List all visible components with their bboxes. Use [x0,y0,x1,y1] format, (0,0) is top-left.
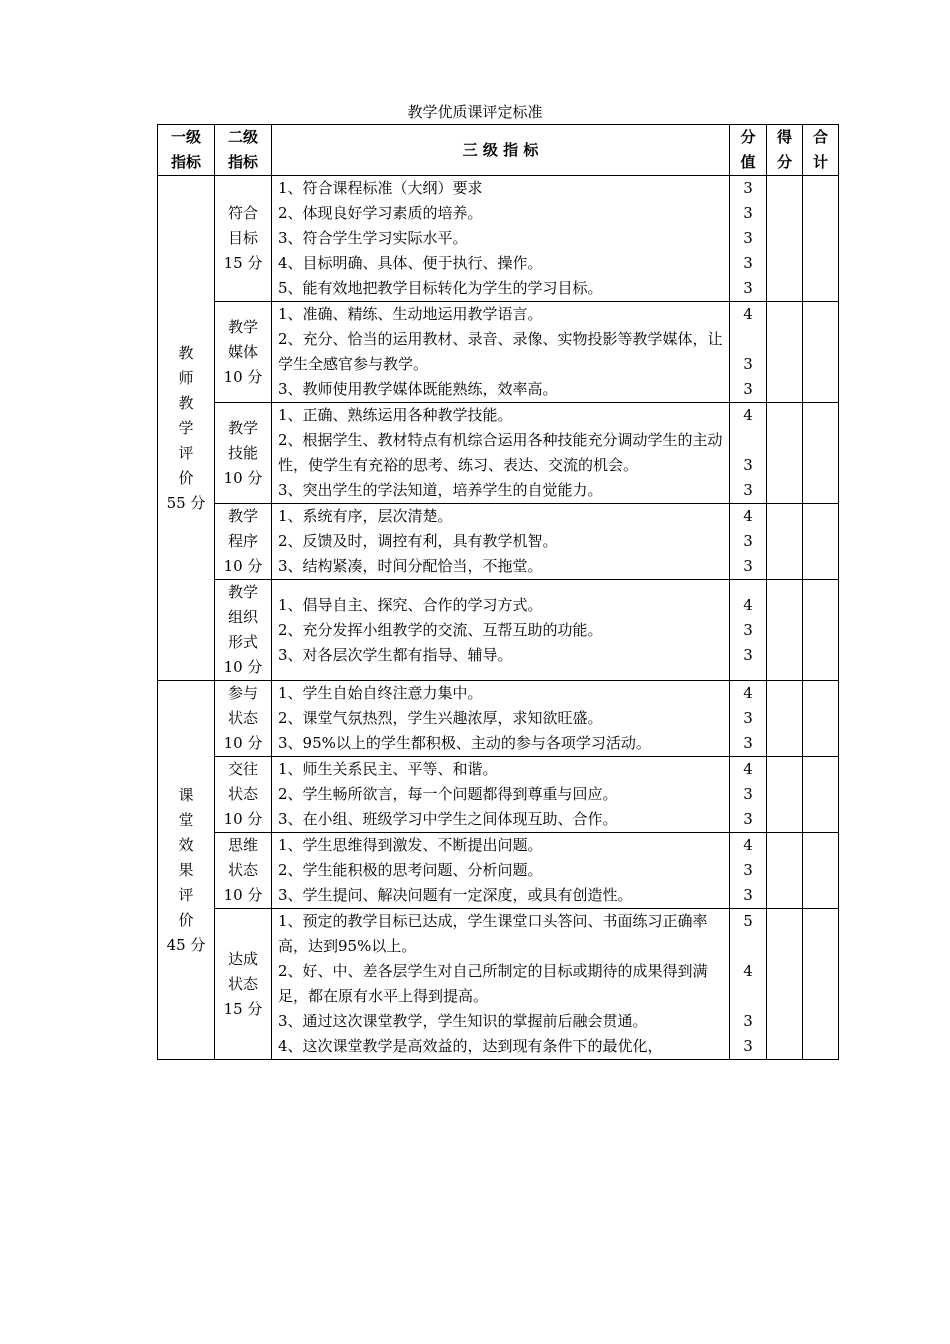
header-level2 [215,125,272,176]
level2-indicator-line: 程序 [227,532,258,550]
level2-indicator-line: 15 分 [223,999,263,1018]
criterion-text: 2、反馈及时，调控有利，具有教学机智。 [278,532,558,550]
criterion-text: 1、学生自始自终注意力集中。 [278,684,483,702]
header-level1-line: 指标 [170,153,201,171]
level2-indicator-line: 10 分 [223,468,263,487]
criterion-text: 1、预定的教学目标已达成，学生课堂口头答问、书面练习正确率高，达到95%以上。 [278,912,708,955]
level2-indicator-line: 教学 [227,583,258,601]
level2-indicator-line: 10 分 [223,367,263,386]
level2-indicator [215,909,272,1060]
score-got-cell[interactable] [767,757,803,833]
criterion-points: 4 [743,760,753,778]
criterion-text: 2、体现良好学习素质的培养。 [278,204,483,222]
criterion-points: 3 [743,709,753,727]
level2-indicator [215,833,272,909]
level1-indicator-char: 45 分 [166,935,206,954]
points-list [730,909,767,1060]
header-level1 [158,125,215,176]
criterion-points: 3 [743,861,753,879]
level2-indicator [215,681,272,757]
criteria-list [272,757,730,833]
level2-indicator-line: 组织 [227,608,258,626]
level2-indicator [215,403,272,504]
level2-indicator [215,302,272,403]
header-level2-line: 指标 [227,153,258,171]
level2-indicator-line: 状态 [227,709,258,727]
points-list [730,580,767,681]
level2-indicator-line: 15 分 [223,254,263,272]
points-spacer [730,934,766,959]
level2-indicator-line: 参与 [227,684,258,702]
level1-indicator-char: 教 [178,343,194,362]
level1-indicator-char: 教 [178,393,194,412]
level1-indicator-char: 55 分 [166,493,206,512]
level1-indicator-char: 价 [178,910,194,929]
level1-indicator-char: 师 [178,368,194,387]
criterion-points: 3 [743,355,753,373]
level2-indicator-line: 达成 [227,949,258,968]
criterion-text: 1、符合课程标准（大纲）要求 [278,179,483,197]
criteria-list [272,580,730,681]
total-cell[interactable] [803,681,839,757]
criterion-points: 3 [743,380,753,398]
table-row [158,757,839,833]
table-row [158,504,839,580]
level2-indicator-line: 目标 [227,229,258,247]
total-cell[interactable] [803,302,839,403]
criterion-points: 3 [743,229,753,247]
criterion-points: 4 [743,406,753,424]
header-score-value-line: 值 [740,153,756,171]
score-got-cell[interactable] [767,302,803,403]
criteria-list [272,909,730,1060]
level1-indicator-char: 效 [178,835,194,854]
score-got-cell[interactable] [767,403,803,504]
criterion-points: 3 [743,810,753,828]
criterion-points: 3 [743,279,753,297]
criterion-text: 2、学生能积极的思考问题、分析问题。 [278,861,543,879]
score-got-cell[interactable] [767,176,803,302]
points-list [730,681,767,757]
criterion-text: 2、好、中、差各层学生对自己所制定的目标或期待的成果得到满足，都在原有水平上得到提高。 [278,962,708,1005]
level2-indicator-line: 10 分 [223,557,263,575]
criteria-list [272,833,730,909]
points-list [730,833,767,909]
level2-indicator [215,176,272,302]
document-title: 教学优质课评定标准 [407,103,543,121]
criterion-points: 4 [743,305,753,323]
level2-indicator-line: 技能 [227,443,258,462]
header-score-value [730,125,767,176]
level2-indicator-line: 状态 [227,974,258,993]
criterion-points: 3 [743,886,753,904]
level1-indicator-char: 评 [178,885,194,904]
level1-indicator-char: 果 [178,860,194,879]
criteria-list [272,176,730,302]
header-level1-line: 一级 [170,128,201,146]
level2-indicator-line: 10 分 [223,658,263,676]
points-list [730,403,767,504]
level2-indicator-line: 符合 [227,204,258,222]
criterion-points: 3 [743,204,753,222]
criterion-points: 3 [743,481,753,499]
total-cell[interactable] [803,757,839,833]
level2-indicator-line: 教学 [227,507,258,525]
header-score-got-line: 分 [776,153,792,171]
table-row [158,302,839,403]
criterion-text: 2、根据学生、教材特点有机综合运用各种技能充分调动学生的主动性，使学生有充裕的思考、练习、表达、交流的机会。 [278,431,723,474]
criterion-points: 4 [743,595,753,614]
total-cell[interactable] [803,504,839,580]
header-total [803,125,839,176]
criterion-text: 3、95%以上的学生都积极、主动的参与各项学习活动。 [278,734,651,752]
criterion-points: 3 [743,179,753,197]
header-level3: 三 级 指 标 [272,125,730,176]
criteria-list [272,504,730,580]
criterion-text: 1、学生思维得到激发、不断提出问题。 [278,836,543,854]
level2-indicator-line: 教学 [227,317,258,336]
criterion-points: 3 [743,620,753,639]
score-got-cell[interactable] [767,833,803,909]
criterion-text: 3、对各层次学生都有指导、辅导。 [278,645,513,664]
criterion-text: 1、正确、熟练运用各种教学技能。 [278,406,513,424]
criterion-text: 3、学生提问、解决问题有一定深度，或具有创造性。 [278,886,633,904]
points-spacer [730,428,766,453]
score-got-cell[interactable] [767,909,803,1060]
criteria-list [272,403,730,504]
level2-indicator-line: 10 分 [223,810,263,828]
criterion-points: 3 [743,734,753,752]
level2-indicator-line: 10 分 [223,734,263,752]
criterion-text: 3、教师使用教学媒体既能熟练，效率高。 [278,380,558,398]
level1-indicator [158,176,215,681]
level2-indicator [215,757,272,833]
table-row [158,403,839,504]
header-score-got [767,125,803,176]
criteria-list [272,681,730,757]
criterion-text: 3、结构紧凑，时间分配恰当，不拖堂。 [278,557,543,575]
evaluation-table [157,124,839,1060]
total-cell[interactable] [803,176,839,302]
level2-indicator-line: 教学 [227,418,258,437]
criterion-points: 3 [743,254,753,272]
criterion-points: 4 [743,962,753,980]
criterion-points: 3 [743,532,753,550]
level2-indicator-line: 状态 [227,861,258,879]
criterion-points: 5 [743,912,753,930]
level2-indicator-line: 状态 [227,785,258,803]
criterion-points: 3 [743,456,753,474]
level2-indicator-line: 思维 [227,836,258,854]
score-got-cell[interactable] [767,504,803,580]
level1-indicator-char: 学 [178,418,194,437]
criterion-points: 4 [743,836,753,854]
criterion-text: 2、充分发挥小组教学的交流、互帮互助的功能。 [278,620,603,639]
criterion-points: 3 [743,1012,753,1030]
level2-indicator-line: 10 分 [223,886,263,904]
criterion-points: 4 [743,507,753,525]
header-total-line: 合 [812,128,828,146]
level2-indicator [215,504,272,580]
header-level2-line: 二级 [227,128,258,146]
total-cell[interactable] [803,909,839,1060]
criterion-text: 2、充分、恰当的运用教材、录音、录像、实物投影等教学媒体，让学生全感官参与教学。 [278,330,723,373]
criterion-points: 3 [743,557,753,575]
table-header-row [158,125,839,176]
table-row [158,909,839,1060]
points-list [730,504,767,580]
level1-indicator-char: 评 [178,443,194,462]
criterion-text: 4、目标明确、具体、便于执行、操作。 [278,254,543,272]
total-cell[interactable] [803,403,839,504]
points-list [730,757,767,833]
criteria-list [272,302,730,403]
criterion-text: 3、在小组、班级学习中学生之间体现互助、合作。 [278,810,618,828]
points-spacer [730,327,766,352]
table-row [158,833,839,909]
header-total-line: 计 [812,153,828,171]
criterion-points: 4 [743,684,753,702]
level1-indicator-char: 价 [178,468,194,487]
table-row [158,176,839,302]
criterion-points: 3 [743,785,753,803]
criterion-text: 1、倡导自主、探究、合作的学习方式。 [278,595,543,614]
header-score-got-line: 得 [776,128,792,146]
criterion-text: 2、课堂气氛热烈，学生兴趣浓厚，求知欲旺盛。 [278,709,603,727]
header-score-value-line: 分 [740,128,756,146]
score-got-cell[interactable] [767,681,803,757]
level2-indicator-line: 交往 [227,760,258,778]
points-spacer [730,984,766,1009]
table-row [158,681,839,757]
level1-indicator-char: 课 [178,785,194,804]
criterion-text: 2、学生畅所欲言，每一个问题都得到尊重与回应。 [278,785,618,803]
level2-indicator [215,580,272,681]
criterion-text: 1、师生关系民主、平等、和谐。 [278,760,498,778]
criterion-text: 3、通过这次课堂教学，学生知识的掌握前后融会贯通。 [278,1012,648,1030]
level2-indicator-line: 形式 [227,633,258,651]
level1-indicator [158,681,215,1060]
total-cell[interactable] [803,833,839,909]
criterion-text: 1、系统有序，层次清楚。 [278,507,453,525]
criterion-text: 1、准确、精练、生动地运用教学语言。 [278,305,543,323]
total-cell[interactable] [803,580,839,681]
criterion-text: 3、符合学生学习实际水平。 [278,229,468,247]
criterion-points: 3 [743,645,753,664]
score-got-cell[interactable] [767,580,803,681]
criterion-points: 3 [743,1037,753,1055]
points-list [730,302,767,403]
level2-indicator-line: 媒体 [227,342,258,361]
criterion-text: 3、突出学生的学法知道，培养学生的自觉能力。 [278,481,603,499]
criterion-text: 4、这次课堂教学是高效益的，达到现有条件下的最优化， [278,1037,663,1055]
table-row [158,580,839,681]
criterion-text: 5、能有效地把教学目标转化为学生的学习目标。 [278,279,603,297]
level1-indicator-char: 堂 [178,810,194,829]
points-list [730,176,767,302]
